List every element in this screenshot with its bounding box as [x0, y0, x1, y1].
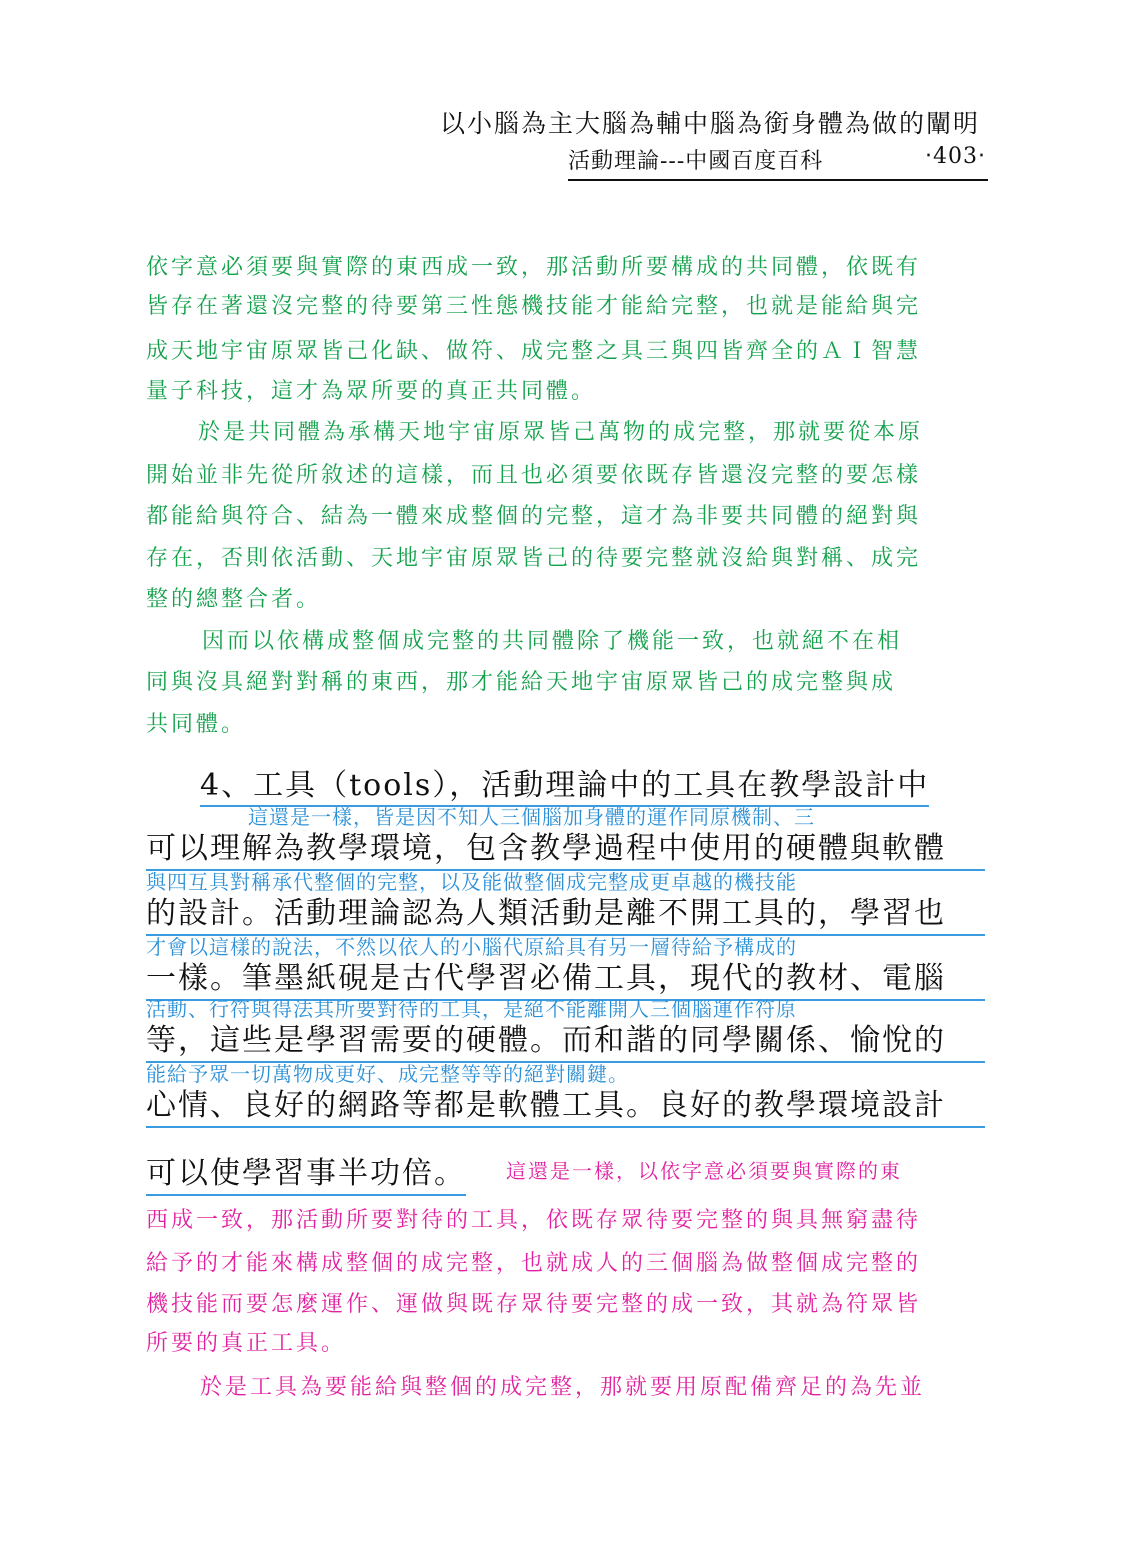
- green-line: 開始並非先從所敘述的這樣，而且也必須要依既存皆還沒完整的要怎樣: [146, 463, 922, 488]
- page-header-title: 以小腦為主大腦為輔中腦為銜身體為做的闡明: [439, 109, 980, 138]
- quote-line-first: 4、工具（tools），活動理論中的工具在教學設計中: [200, 760, 985, 806]
- quote-line-last: 可以使學習事半功倍。: [146, 1148, 466, 1196]
- blue-note: 才會以這樣的說法，不然以依人的小腦代原給具有另一層待給予構成的: [146, 935, 797, 959]
- magenta-line: 於是工具為要能給與整個的成完整，那就要用原配備齊足的為先並: [200, 1375, 926, 1400]
- quote-line: 等，這些是學習需要的硬體。而和諧的同學關係、愉悅的: [146, 1015, 985, 1063]
- green-line: 同與沒具絕對對稱的東西，那才能給天地宇宙原眾皆己的成完整與成: [146, 670, 897, 695]
- green-line: 量子科技，這才為眾所要的真正共同體。: [146, 379, 597, 404]
- magenta-line: 給予的才能來構成整個的成完整，也就成人的三個腦為做整個成完整的: [146, 1251, 922, 1276]
- magenta-line: 機技能而要怎麼運作、運做與既存眾待要完整的成一致，其就為符眾皆: [146, 1292, 922, 1317]
- quote-line: 可以理解為教學環境，包含教學過程中使用的硬體與軟體: [146, 823, 985, 871]
- blue-note: 活動、行符與得法其所要對待的工具，是絕不能離開人三個腦運作符原: [146, 997, 797, 1021]
- green-line: 成天地宇宙原眾皆己化缺、做符、成完整之具三與四皆齊全的ＡＩ智慧: [146, 339, 922, 364]
- blue-note: 能給予眾一切萬物成更好、成完整等等的絕對關鍵。: [146, 1062, 629, 1086]
- blue-note: 與四互具對稱承代整個的完整，以及能做整個成完整成更卓越的機技能: [146, 870, 797, 894]
- green-line: 皆存在著還沒完整的待要第三性態機技能才能給完整，也就是能給與完: [146, 294, 922, 319]
- page-header-subtitle-row: [568, 144, 988, 181]
- quote-line: 一樣。筆墨紙硯是古代學習必備工具，現代的教材、電腦: [146, 953, 985, 1001]
- page-header-subtitle: 活動理論---中國百度百科: [568, 149, 824, 174]
- green-line: 於是共同體為承構天地宇宙原眾皆己萬物的成完整，那就要從本原: [198, 420, 924, 445]
- page-number: ‧403‧: [925, 144, 986, 169]
- magenta-line: 所要的真正工具。: [146, 1331, 347, 1356]
- green-line: 依字意必須要與實際的東西成一致，那活動所要構成的共同體，依既有: [146, 255, 922, 280]
- green-line: 都能給與符合、結為一體來成整個的完整，這才為非要共同體的絕對與: [146, 504, 922, 529]
- magenta-line: 這還是一樣，以依字意必須要與實際的東: [506, 1159, 902, 1183]
- quote-line: 心情、良好的網路等都是軟體工具。良好的教學環境設計: [146, 1080, 985, 1128]
- blue-note: 這還是一樣，皆是因不知人三個腦加身體的運作同原機制、三: [248, 805, 815, 829]
- green-line: 共同體。: [146, 712, 247, 737]
- quote-line: 的設計。活動理論認為人類活動是離不開工具的，學習也: [146, 888, 985, 936]
- green-line: 因而以依構成整個成完整的共同體除了機能一致，也就絕不在相: [202, 629, 903, 654]
- green-line: 整的總整合者。: [146, 587, 322, 612]
- magenta-line: 西成一致，那活動所要對待的工具，依既存眾待要完整的與具無窮盡待: [146, 1208, 922, 1233]
- green-line: 存在，否則依活動、天地宇宙原眾皆己的待要完整就沒給與對稱、成完: [146, 546, 922, 571]
